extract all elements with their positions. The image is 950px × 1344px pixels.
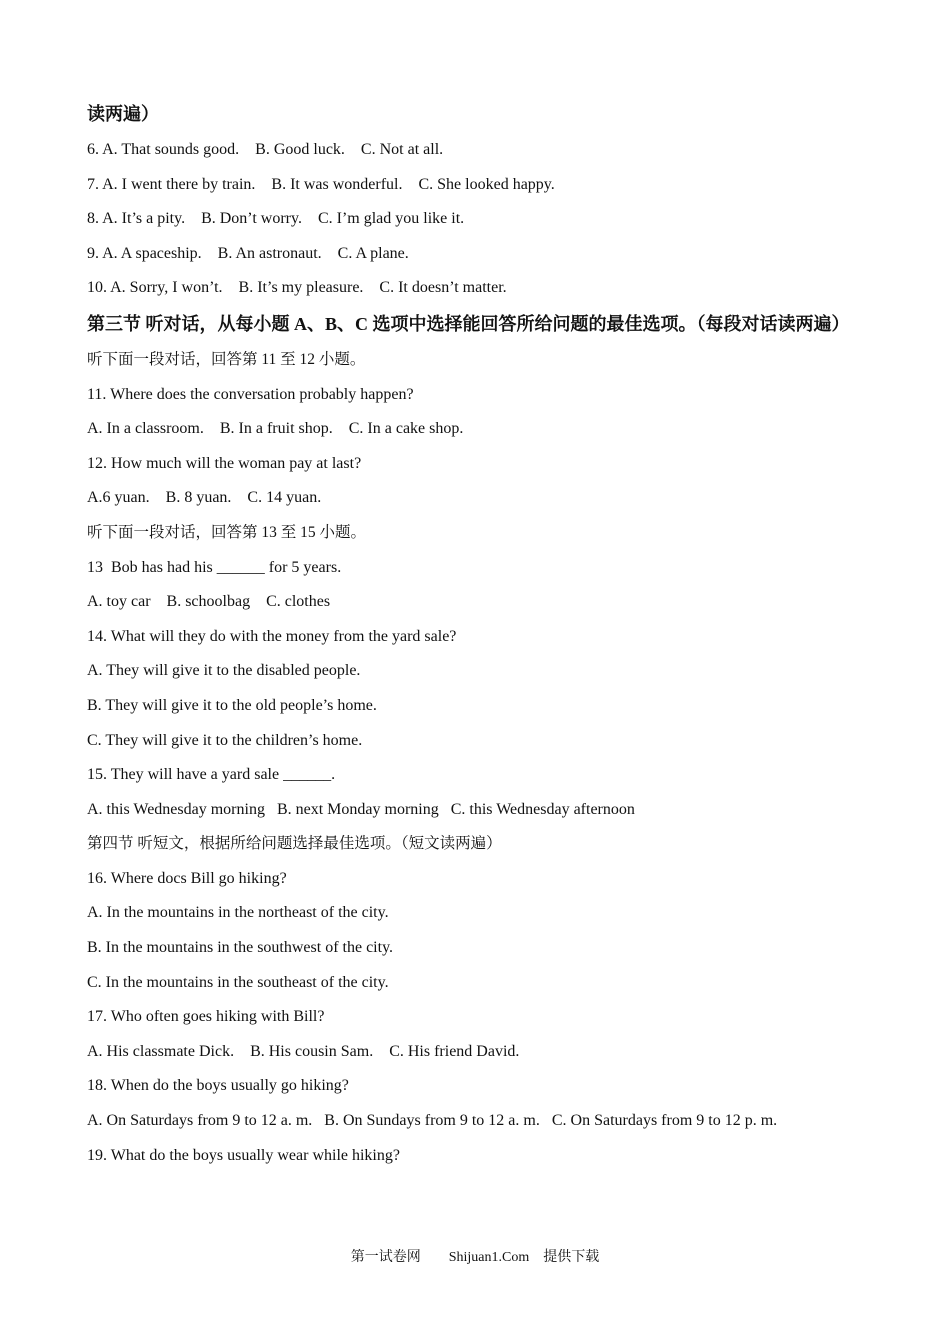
text-line: C. In the mountains in the southeast of the city. — [87, 973, 389, 991]
text-line: A.6 yuan. B. 8 yuan. C. 14 yuan. — [87, 489, 322, 507]
text-line: 15. They will have a yard sale ______. — [87, 766, 336, 784]
text-line: 14. What will they do with the money from the yard sale? — [87, 627, 457, 645]
instruction-line: 听下面一段对话，回答第 11 至 12 小题。 — [87, 350, 366, 368]
text-line: 6. A. That sounds good. B. Good luck. C. Not at all. — [87, 141, 444, 158]
section-heading: 第三节 听对话，从每小题 A、B、C 选项中选择能回答所给问题的最佳选项。（每段对话读两遍） — [87, 313, 850, 334]
text-line: A. this Wednesday morning B. next Monday morning C. this Wednesday afternoon — [87, 800, 635, 818]
document-body — [87, 96, 867, 1173]
instruction-line: 第四节 听短文，根据所给问题选择最佳选项。（短文读两遍） — [87, 835, 502, 853]
text-line: A. They will give it to the disabled people. — [87, 662, 361, 680]
text-line: 19. What do the boys usually wear while hiking? — [87, 1146, 400, 1164]
text-line: A. In the mountains in the northeast of the city. — [87, 904, 389, 922]
text-line: B. In the mountains in the southwest of the city. — [87, 939, 394, 957]
text-line: 13 Bob has had his ______ for 5 years. — [87, 558, 342, 576]
text-line: 8. A. It’s a pity. B. Don’t worry. C. I’m glad you like it. — [87, 210, 465, 228]
text-line: 12. How much will the woman pay at last? — [87, 454, 362, 472]
text-line: A. On Saturdays from 9 to 12 a. m. B. On Sundays from 9 to 12 a. m. C. On Saturdays from 9 to 12 p. m. — [87, 1112, 778, 1130]
page-footer: 第一试卷网 Shijuan1.Com 提供下载 — [350, 1250, 600, 1265]
text-line: 17. Who often goes hiking with Bill? — [87, 1008, 325, 1026]
text-line: 7. A. I went there by train. B. It was wonderful. C. She looked happy. — [87, 175, 555, 193]
text-line: A. His classmate Dick. B. His cousin Sam. C. His friend David. — [87, 1042, 520, 1060]
text-line: B. They will give it to the old people’s home. — [87, 696, 377, 714]
text-line: A. In a classroom. B. In a fruit shop. C. In a cake shop. — [87, 420, 464, 438]
text-line: 16. Where docs Bill go hiking? — [87, 869, 287, 887]
section-heading: 读两遍） — [87, 104, 159, 124]
text-line: 18. When do the boys usually go hiking? — [87, 1077, 349, 1095]
text-line: 9. A. A spaceship. B. An astronaut. C. A plane. — [87, 244, 409, 262]
text-line: 11. Where does the conversation probably happen? — [87, 385, 414, 403]
text-line: A. toy car B. schoolbag C. clothes — [87, 593, 331, 611]
text-line: C. They will give it to the children’s home. — [87, 731, 363, 749]
text-line: 10. A. Sorry, I won’t. B. It’s my pleasure. C. It doesn’t matter. — [87, 279, 507, 297]
instruction-line: 听下面一段对话，回答第 13 至 15 小题。 — [87, 523, 367, 541]
